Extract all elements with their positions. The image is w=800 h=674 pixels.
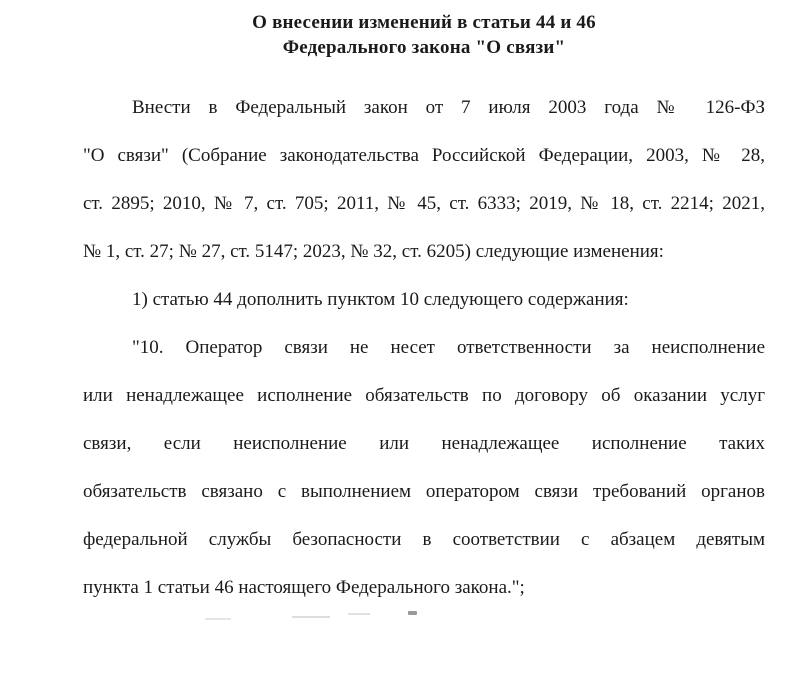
document-line: "10. Оператор связи не несет ответственности за неисполнение	[132, 337, 765, 358]
document-line: пункта 1 статьи 46 настоящего Федерального закона.";	[83, 577, 525, 598]
document-line: ст. 2895; 2010, № 7, ст. 705; 2011, № 45, ст. 6333; 2019, № 18, ст. 2214; 2021,	[83, 193, 765, 214]
document-body	[83, 84, 765, 612]
document-line: "О связи" (Собрание законодательства Российской Федерации, 2003, № 28,	[83, 145, 765, 166]
scan-artifact	[205, 618, 231, 620]
document-title-line-1: О внесении изменений в статьи 44 и 46	[252, 12, 596, 33]
document-line: 1) статью 44 дополнить пунктом 10 следующего содержания:	[132, 289, 629, 310]
document-line: федеральной службы безопасности в соответствии с абзацем девятым	[83, 529, 765, 550]
document-title	[83, 10, 765, 60]
scan-artifact	[292, 616, 330, 618]
document-title-line-2: Федерального закона "О связи"	[282, 37, 566, 58]
document-line: Внести в Федеральный закон от 7 июля 2003 года № 126-ФЗ	[132, 97, 765, 118]
scan-artifact	[348, 613, 370, 615]
document-line: связи, если неисполнение или ненадлежащее исполнение таких	[83, 433, 765, 454]
document-line: № 1, ст. 27; № 27, ст. 5147; 2023, № 32, ст. 6205) следующие изменения:	[83, 241, 664, 262]
document-line: или ненадлежащее исполнение обязательств по договору об оказании услуг	[83, 385, 765, 406]
document-line: обязательств связано с выполнением оператором связи требований органов	[83, 481, 765, 502]
scan-artifact	[408, 611, 417, 615]
